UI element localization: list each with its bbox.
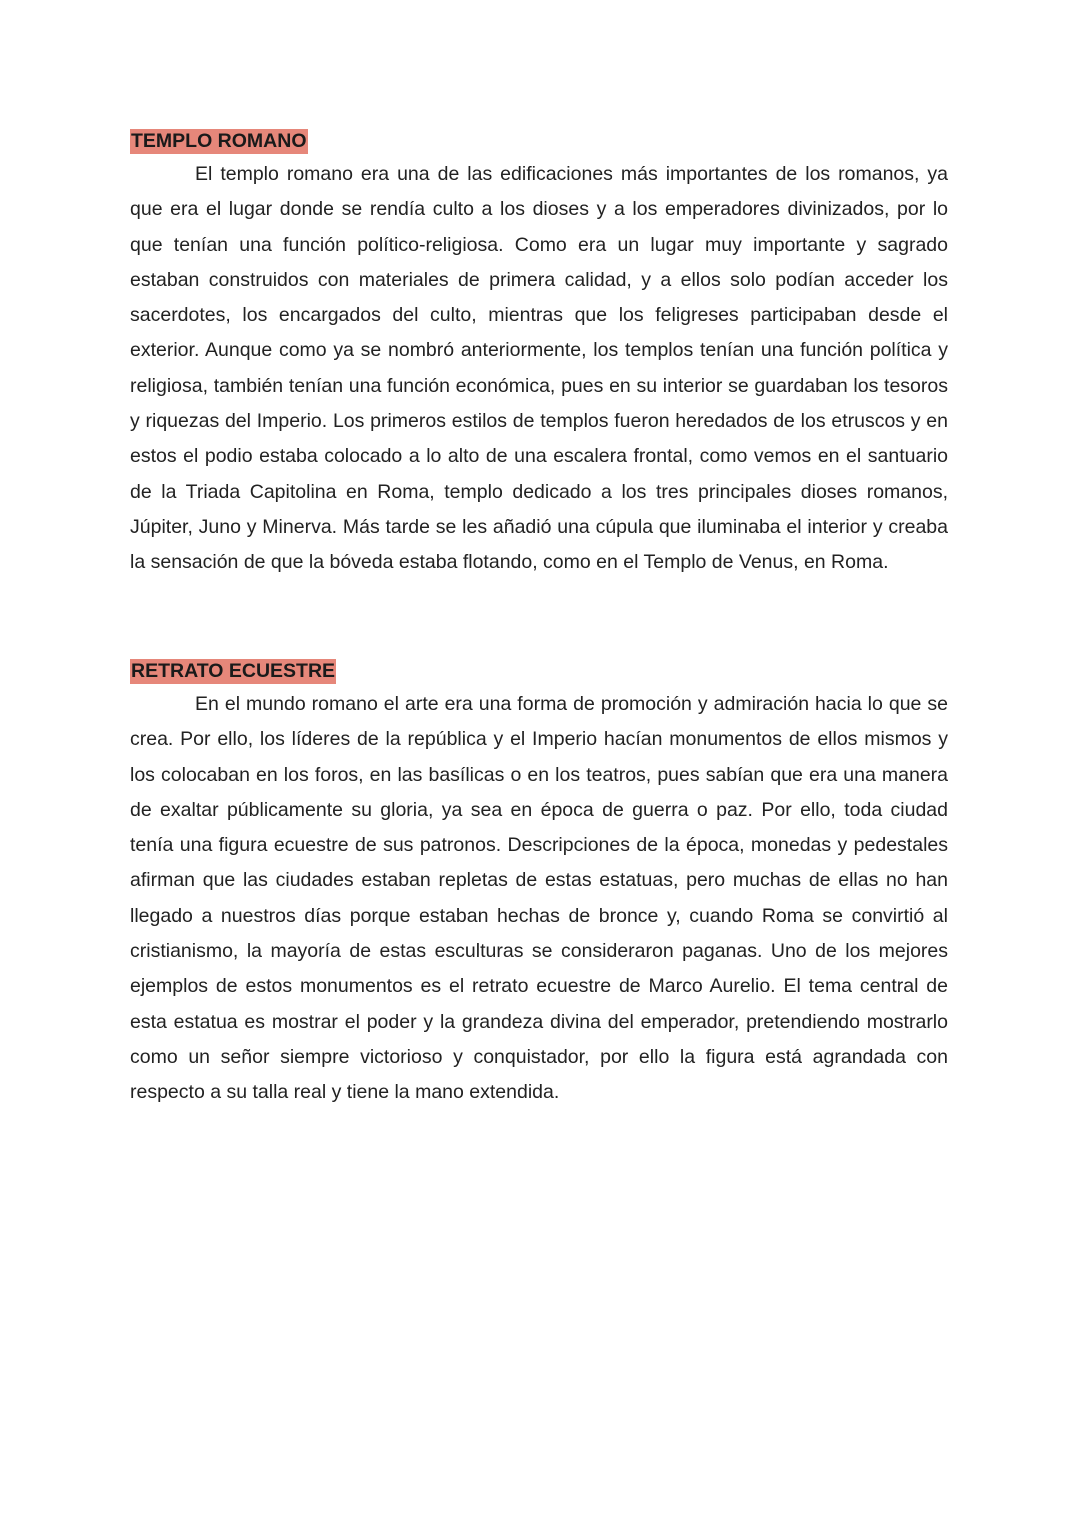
section-templo-romano xyxy=(130,129,948,581)
section-retrato-ecuestre xyxy=(130,659,948,1111)
section-paragraph: El templo romano era una de las edificaciones más importantes de los romanos, ya que era el lugar donde se rendía culto a los dioses y a los emperadores divinizados, por lo que tenían una función político-religiosa. Como era un lugar muy importante y sagrado estaban construidos con materiales de primera calidad, y a ellos solo podían acceder los sacerdotes, los encargados del culto, mientras que los feligreses participaban desde el exterior. Aunque como ya se nombró anteriormente, los templos tenían una función política y religiosa, también tenían una función económica, pues en su interior se guardaban los tesoros y riquezas del Imperio. Los primeros estilos de templos fueron heredados de los etruscos y en estos el podio estaba colocado a lo alto de una escalera frontal, como vemos en el santuario de la Triada Capitolina en Roma, templo dedicado a los tres principales dioses romanos, Júpiter, Juno y Minerva. Más tarde se les añadió una cúpula que iluminaba el interior y creaba la sensación de que la bóveda estaba flotando, como en el Templo de Venus, en Roma. xyxy=(130,163,948,574)
section-heading: RETRATO ECUESTRE xyxy=(131,660,336,682)
section-heading: TEMPLO ROMANO xyxy=(131,130,307,152)
section-paragraph: En el mundo romano el arte era una forma de promoción y admiración hacia lo que se crea. Por ello, los líderes de la república y el Imperio hacían monumentos de ellos mismos y los colocaban en los foros, en las basílicas o en los teatros, pues sabían que era una manera de exaltar públicamente su gloria, ya sea en época de guerra o paz. Por ello, toda ciudad tenía una figura ecuestre de sus patronos. Descripciones de la época, monedas y pedestales afirman que las ciudades estaban repletas de estas estatuas, pero muchas de ellas no han llegado a nuestros días porque estaban hechas de bronce y, cuando Roma se convirtió al cristianismo, la mayoría de estas esculturas se consideraron paganas. Uno de los mejores ejemplos de estos monumentos es el retrato ecuestre de Marco Aurelio. El tema central de esta estatua es mostrar el poder y la grandeza divina del emperador, pretendiendo mostrarlo como un señor siempre victorioso y conquistador, por ello la figura está agrandada con respecto a su talla real y tiene la mano extendida. xyxy=(130,693,948,1104)
